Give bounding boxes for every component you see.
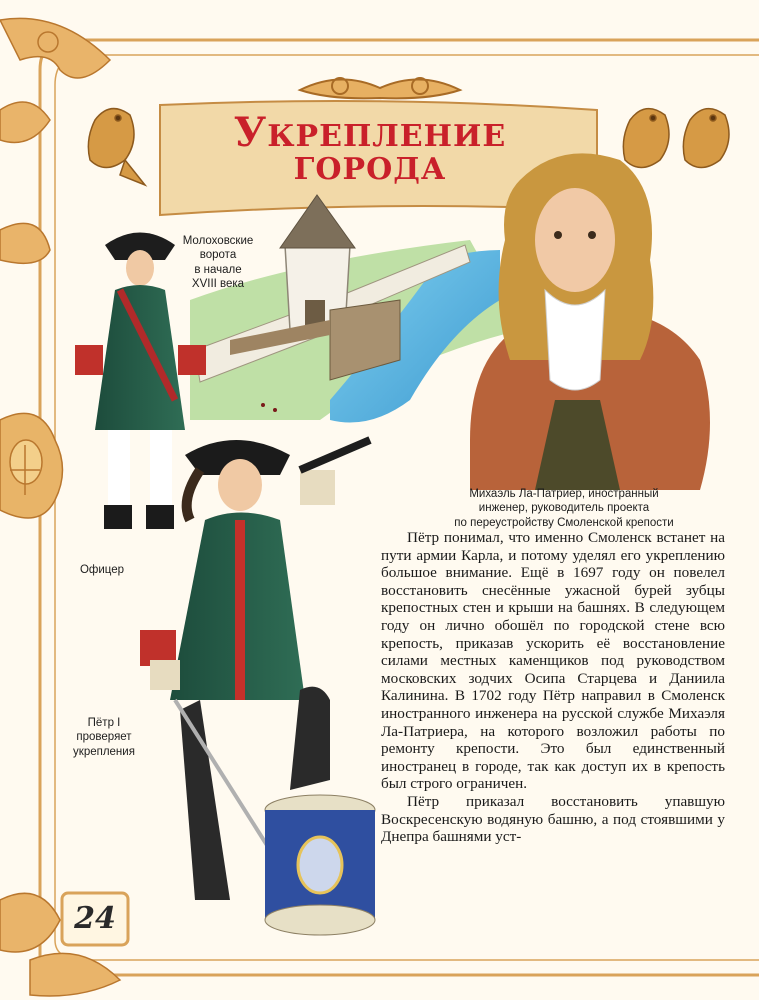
peter-caption-line: проверяет (76, 731, 132, 744)
bird-ornament-left-icon (88, 109, 145, 185)
paragraph: Пётр приказал восстановить упавшую Воскресенскую водяную башню, а под стоявшими у Днепра башнями уст- (381, 792, 725, 846)
article-body (381, 529, 725, 846)
engineer-caption-line: по переустройству Смоленской крепости (454, 516, 674, 529)
bird-ornament-right-icon (623, 109, 729, 168)
gate-caption-line: ворота (199, 249, 237, 262)
gate-caption-line: в начале (194, 263, 242, 276)
engineer-caption (414, 487, 714, 530)
engineer-caption-line: инженер, руководитель проекта (478, 502, 650, 515)
side-ornament-icon (0, 413, 63, 518)
page-title (160, 109, 580, 187)
gate-caption (172, 234, 264, 292)
peter-illustration (140, 440, 375, 935)
page-number: 24 (74, 901, 116, 936)
peter-caption-line: Пётр I (87, 717, 121, 729)
banner-scroll-icon (300, 78, 460, 98)
paragraph: Пётр понимал, что именно Смоленск встанет на пути армии Карла, и потому уделял его укреплению большое внимание. Ещё в 1697 году он повелел восстановить снесённые ужасной бурей зубцы крепостных стен и крыши на башнях. В следующем году он лично обошёл по городской стене всю крепость, приказав ускорить её восстановление силами местных каменщиков под руководством московских зодчих Осипа Старцева и Даниила Калинина. В 1702 году Пётр направил в Смоленск иностранного инженера на русской службе Михаэля Ла-Патриера, на которого возложил работы по ремонту крепости. Это был единственный иностранец в городе, так как доступ их в крепость был строго ограничен. (381, 529, 725, 793)
fortress-illustration (190, 195, 520, 423)
gate-caption-line: XVIII века (191, 278, 245, 291)
gate-caption-line: Молоховские (182, 235, 254, 247)
officer-caption: Офицер (79, 564, 125, 576)
peter-caption-line: укрепления (73, 745, 135, 758)
title-line2: ГОРОДА (293, 152, 447, 187)
title-initial: У (233, 109, 268, 156)
title-line1: КРЕПЛЕНИЕ (267, 119, 507, 154)
engineer-caption-line: Михаэль Ла-Патриер, иностранный (469, 488, 659, 500)
peter-caption (64, 716, 144, 759)
